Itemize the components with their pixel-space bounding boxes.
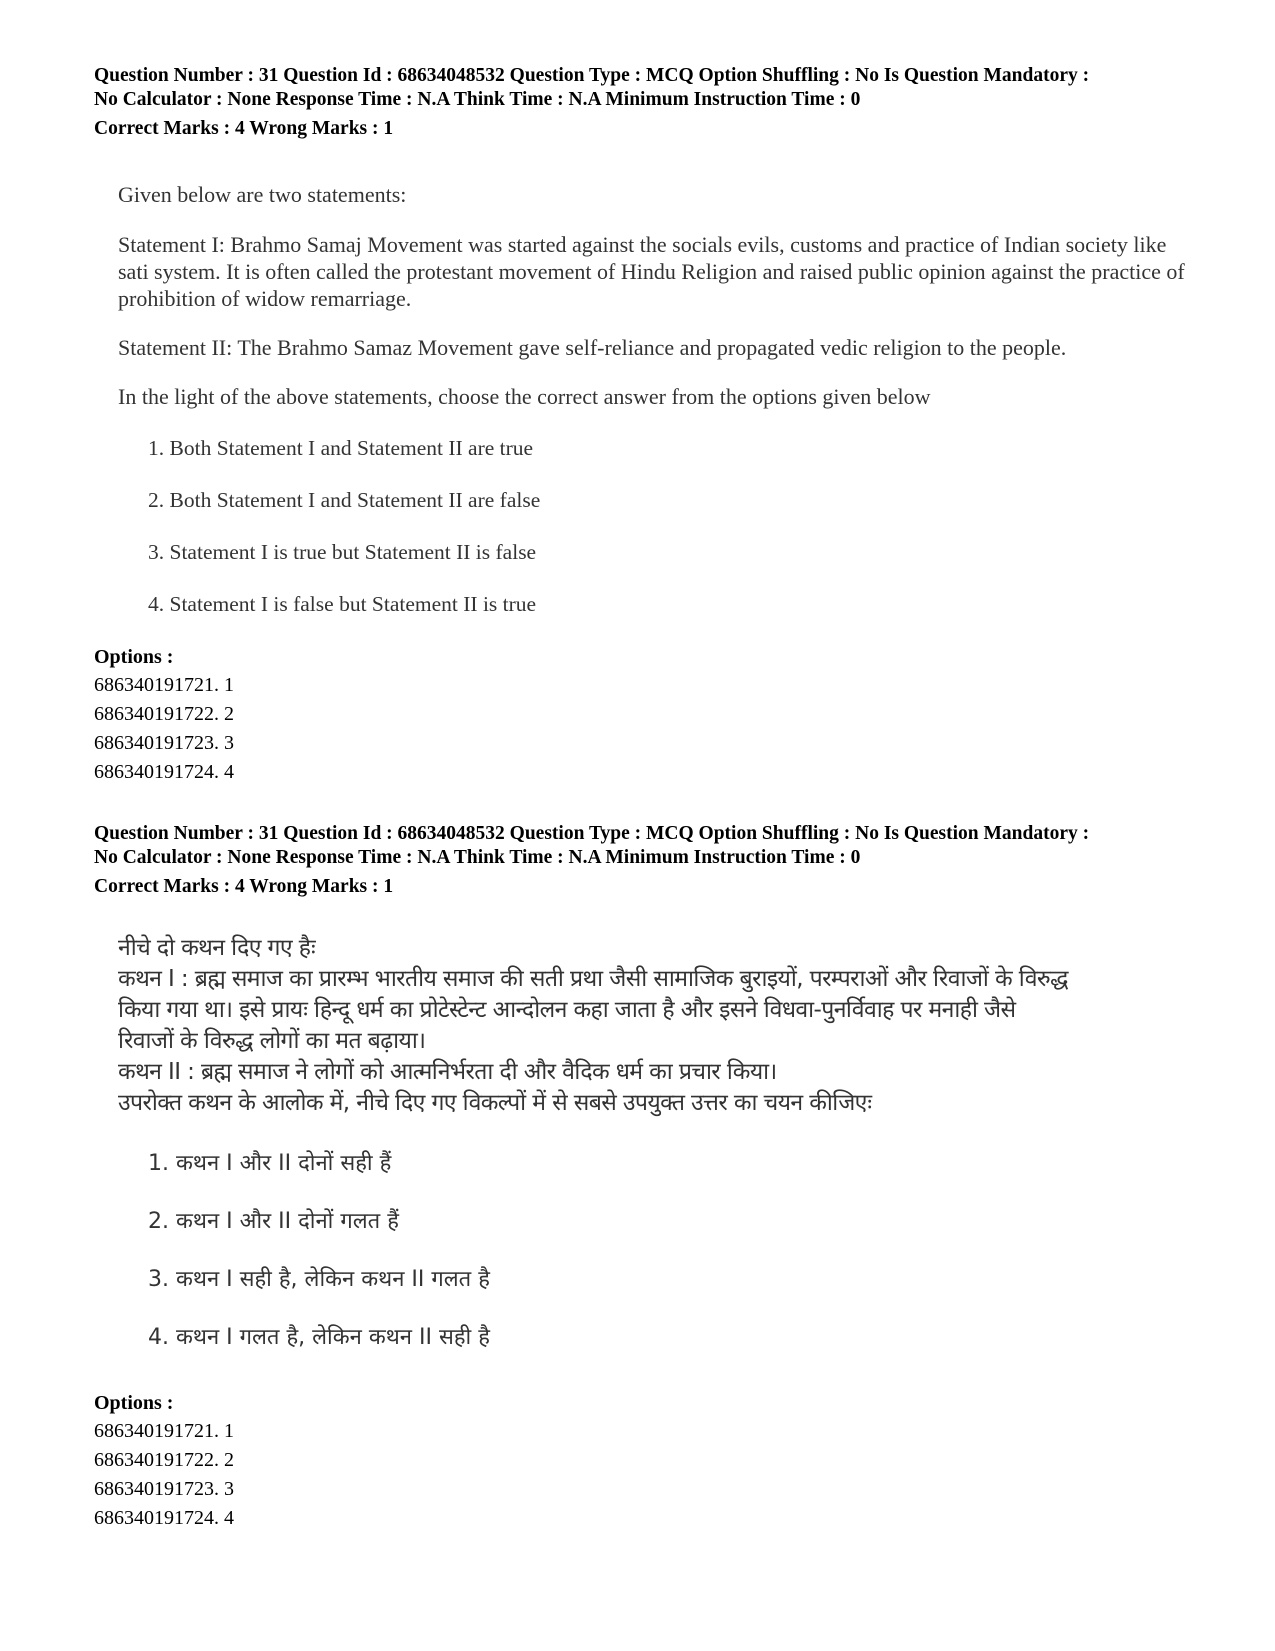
answer-choice-1: 1. Both Statement I and Statement II are true bbox=[148, 436, 534, 460]
question-meta-line-2: No Calculator : None Response Time : N.A Think Time : N.A Minimum Instruction Time : 0 bbox=[94, 847, 861, 868]
option-row: 686340191721. 1 bbox=[94, 674, 234, 696]
answer-choice-3: 3. Statement I is true but Statement II is false bbox=[148, 540, 537, 564]
answer-choice-1: 1. कथन I और II दोनों सही हैं bbox=[148, 1151, 392, 1176]
answer-choice-2: 2. Both Statement I and Statement II are false bbox=[148, 488, 541, 512]
option-row: 686340191722. 2 bbox=[94, 703, 234, 725]
hindi-question-line: उपरोक्त कथन के आलोक में, नीचे दिए गए विकल्पों में से सबसे उपयुक्त उत्तर का चयन कीजिएः bbox=[118, 1090, 872, 1116]
question-block-hindi bbox=[94, 822, 1204, 1353]
question-body-hindi bbox=[118, 933, 1188, 1353]
options-heading: Options : bbox=[94, 646, 174, 668]
option-row: 686340191723. 3 bbox=[94, 1478, 234, 1500]
statement-2: Statement II: The Brahmo Samaz Movement gave self-reliance and propagated vedic religion to the people. bbox=[118, 335, 1067, 360]
statement-1: Statement I: Brahmo Samaj Movement was started against the socials evils, customs and practice of Indian society like sati system. It is often called the protestant movement of Hindu Religion and raised public opinion against the practice of prohibition of widow remarriage. bbox=[118, 232, 1185, 311]
option-row: 686340191723. 3 bbox=[94, 732, 234, 754]
answer-choice-4: 4. कथन I गलत है, लेकिन कथन II सही है bbox=[148, 1325, 490, 1350]
hindi-question-line: किया गया था। इसे प्रायः हिन्दू धर्म का प्रोटेस्टेन्ट आन्दोलन कहा जाता है और इसने विधवा-पुनर्विवाह पर मनाही जैसे bbox=[118, 997, 1016, 1023]
options-list-hindi bbox=[94, 1389, 1204, 1533]
question-marks: Correct Marks : 4 Wrong Marks : 1 bbox=[94, 118, 394, 139]
options-list-english bbox=[94, 643, 1204, 787]
answer-choice-3: 3. कथन I सही है, लेकिन कथन II गलत है bbox=[148, 1267, 490, 1292]
answer-choice-2: 2. कथन I और II दोनों गलत हैं bbox=[148, 1209, 399, 1234]
hindi-question-line: रिवाजों के विरुद्ध लोगों का मत बढ़ाया। bbox=[118, 1028, 426, 1054]
options-heading: Options : bbox=[94, 1392, 174, 1414]
question-prompt: In the light of the above statements, choose the correct answer from the options given below bbox=[118, 384, 931, 409]
question-meta-line-1: Question Number : 31 Question Id : 68634048532 Question Type : MCQ Option Shuffling : No Is Question Mandatory : bbox=[94, 823, 1090, 844]
question-body-english bbox=[118, 181, 1188, 618]
option-row: 686340191721. 1 bbox=[94, 1420, 234, 1442]
hindi-question-line: कथन I : ब्रह्म समाज का प्रारम्भ भारतीय समाज की सती प्रथा जैसी सामाजिक बुराइयों, परम्पराओं और रिवाजों के विरुद्ध bbox=[118, 966, 1068, 992]
question-intro: Given below are two statements: bbox=[118, 182, 407, 207]
question-block-english bbox=[94, 64, 1204, 618]
option-row: 686340191722. 2 bbox=[94, 1449, 234, 1471]
option-row: 686340191724. 4 bbox=[94, 761, 234, 783]
hindi-question-line: नीचे दो कथन दिए गए हैः bbox=[118, 935, 315, 961]
option-row: 686340191724. 4 bbox=[94, 1507, 234, 1529]
answer-choice-4: 4. Statement I is false but Statement II is true bbox=[148, 592, 537, 616]
hindi-question-line: कथन II : ब्रह्म समाज ने लोगों को आत्मनिर्भरता दी और वैदिक धर्म का प्रचार किया। bbox=[118, 1059, 777, 1085]
question-meta-line-2: No Calculator : None Response Time : N.A Think Time : N.A Minimum Instruction Time : 0 bbox=[94, 89, 861, 110]
question-marks: Correct Marks : 4 Wrong Marks : 1 bbox=[94, 876, 394, 897]
question-meta-line-1: Question Number : 31 Question Id : 68634048532 Question Type : MCQ Option Shuffling : No Is Question Mandatory : bbox=[94, 65, 1090, 86]
